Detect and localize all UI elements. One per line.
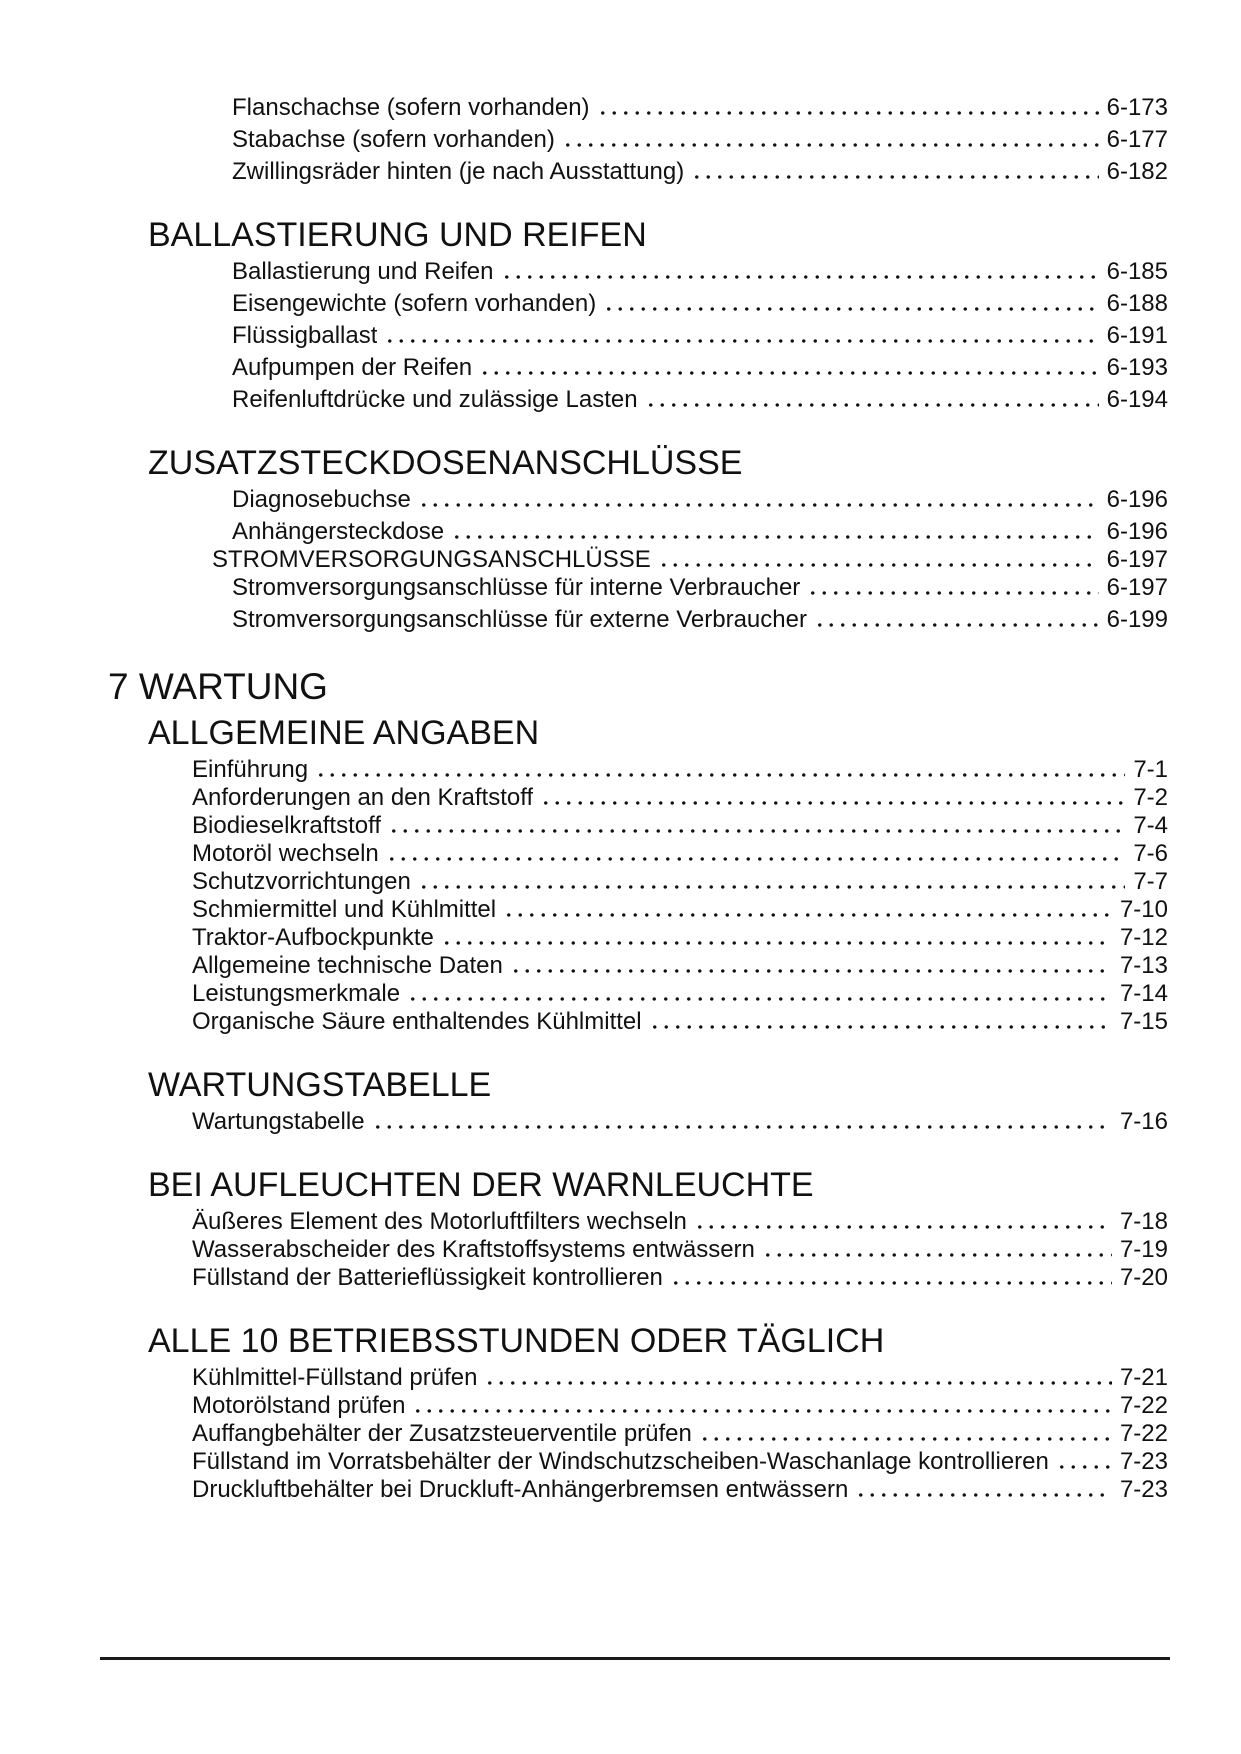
- dot-leader: [384, 339, 1098, 343]
- toc-entry-page: 7-1: [1133, 756, 1168, 783]
- toc-entry[interactable]: [0, 812, 1168, 840]
- toc-entry-page: 6-196: [1106, 486, 1168, 513]
- toc-entry-page: 6-182: [1106, 158, 1168, 185]
- toc-entry-label: Aufpumpen der Reifen: [232, 354, 473, 381]
- toc-entry[interactable]: [0, 574, 1168, 602]
- toc-entry-label: Motorölstand prüfen: [192, 1392, 406, 1419]
- chapter-heading: 7 WARTUNG: [108, 666, 328, 707]
- dot-leader: [814, 623, 1099, 627]
- toc-entry-page: 6-193: [1106, 354, 1168, 381]
- toc-entry[interactable]: [0, 94, 1168, 122]
- toc-entry-label: Füllstand der Batterieflüssigkeit kontrollieren: [192, 1264, 663, 1291]
- toc-content: [0, 94, 1241, 1504]
- toc-entry-label: Diagnosebuchse: [232, 486, 411, 513]
- toc-entry[interactable]: [0, 354, 1168, 382]
- toc-entry[interactable]: [0, 980, 1168, 1008]
- toc-entry-page: 7-15: [1119, 1008, 1168, 1035]
- toc-entry-label: Schmiermittel und Kühlmittel: [192, 896, 497, 923]
- section-heading: ALLGEMEINE ANGABEN: [148, 714, 540, 752]
- dot-leader: [510, 969, 1112, 973]
- dot-leader: [407, 997, 1112, 1001]
- toc-entry-page: 7-16: [1119, 1108, 1168, 1135]
- toc-entry-page: 7-23: [1119, 1476, 1168, 1503]
- dot-leader: [484, 1381, 1111, 1385]
- toc-entry-page: 7-13: [1119, 952, 1168, 979]
- toc-entry-label: Ballastierung und Reifen: [232, 258, 494, 285]
- toc-entry[interactable]: [0, 840, 1168, 868]
- toc-entry-label: Leistungsmerkmale: [192, 980, 401, 1007]
- toc-entry[interactable]: [0, 386, 1168, 414]
- toc-entry-page: 6-191: [1106, 322, 1168, 349]
- toc-entry-label: Wasserabscheider des Kraftstoffsystems entwässern: [192, 1236, 755, 1263]
- toc-entry-page: 7-22: [1119, 1420, 1168, 1447]
- section-heading: ALLE 10 BETRIEBSSTUNDEN ODER TÄGLICH: [148, 1322, 885, 1360]
- toc-entry[interactable]: [0, 158, 1168, 186]
- toc-entry-page: 6-199: [1106, 606, 1168, 633]
- dot-leader: [540, 801, 1125, 805]
- dot-leader: [658, 563, 1099, 567]
- toc-entry[interactable]: [0, 1392, 1168, 1420]
- toc-entry-page: 6-188: [1106, 290, 1168, 317]
- toc-entry-label: Traktor-Aufbockpunkte: [192, 924, 434, 951]
- toc-entry-page: 7-18: [1119, 1208, 1168, 1235]
- toc-entry-page: 7-14: [1119, 980, 1168, 1007]
- toc-entry-page: 7-4: [1133, 812, 1168, 839]
- toc-entry-label: Biodieselkraftstoff: [192, 812, 381, 839]
- toc-entry-page: 6-197: [1106, 546, 1168, 573]
- toc-entry[interactable]: [0, 546, 1168, 574]
- toc-entry-page: 6-173: [1106, 94, 1168, 121]
- dot-leader: [386, 857, 1126, 861]
- toc-entry-label: Allgemeine technische Daten: [192, 952, 503, 979]
- toc-entry-label: Äußeres Element des Motorluftfilters wechseln: [192, 1208, 687, 1235]
- toc-entry[interactable]: [0, 518, 1168, 546]
- toc-entry[interactable]: [0, 1448, 1168, 1476]
- toc-entry-page: 6-177: [1106, 126, 1168, 153]
- dot-leader: [372, 1125, 1112, 1129]
- toc-entry[interactable]: [0, 784, 1168, 812]
- toc-entry-label: Stromversorgungsanschlüsse für externe Verbraucher: [232, 606, 807, 633]
- toc-entry[interactable]: [0, 322, 1168, 350]
- dot-leader: [418, 885, 1126, 889]
- toc-entry-label: Flüssigballast: [232, 322, 378, 349]
- toc-entry[interactable]: [0, 924, 1168, 952]
- footer-rule: [100, 1657, 1170, 1660]
- toc-entry-page: 7-6: [1133, 840, 1168, 867]
- toc-entry[interactable]: [0, 1208, 1168, 1236]
- toc-entry-page: 7-19: [1119, 1236, 1168, 1263]
- toc-entry-page: 6-197: [1106, 574, 1168, 601]
- toc-entry[interactable]: [0, 606, 1168, 634]
- toc-entry-label: Einführung: [192, 756, 309, 783]
- toc-entry-label: Druckluftbehälter bei Druckluft-Anhängerbremsen entwässern: [192, 1476, 849, 1503]
- toc-entry-page: 7-10: [1119, 896, 1168, 923]
- toc-entry[interactable]: [0, 1476, 1168, 1504]
- toc-entry-page: 7-12: [1119, 924, 1168, 951]
- toc-entry-label: Organische Säure enthaltendes Kühlmittel: [192, 1008, 642, 1035]
- toc-entry-page: 7-22: [1119, 1392, 1168, 1419]
- toc-entry-page: 6-185: [1106, 258, 1168, 285]
- toc-entry-label: Anforderungen an den Kraftstoff: [192, 784, 534, 811]
- toc-entry-label: Motoröl wechseln: [192, 840, 379, 867]
- toc-entry[interactable]: [0, 258, 1168, 286]
- toc-entry[interactable]: [0, 1236, 1168, 1264]
- dot-leader: [501, 275, 1099, 279]
- toc-entry-label: Füllstand im Vorratsbehälter der Windschutzscheiben-Waschanlage kontrollieren: [192, 1448, 1049, 1475]
- dot-leader: [603, 307, 1098, 311]
- dot-leader: [388, 829, 1125, 833]
- toc-entry-label: Kühlmittel-Füllstand prüfen: [192, 1364, 478, 1391]
- dot-leader: [762, 1253, 1112, 1257]
- toc-entry[interactable]: [0, 868, 1168, 896]
- section-heading: ZUSATZSTECKDOSENANSCHLÜSSE: [148, 444, 743, 482]
- toc-entry-label: Wartungstabelle: [192, 1108, 365, 1135]
- dot-leader: [562, 143, 1099, 147]
- toc-entry-label: Stromversorgungsanschlüsse für interne Verbraucher: [232, 574, 801, 601]
- toc-entry[interactable]: [0, 896, 1168, 924]
- dot-leader: [412, 1409, 1111, 1413]
- dot-leader: [699, 1437, 1112, 1441]
- toc-entry[interactable]: [0, 1364, 1168, 1392]
- toc-entry-label: Auffangbehälter der Zusatzsteuerventile prüfen: [192, 1420, 692, 1447]
- toc-entry[interactable]: [0, 1108, 1168, 1136]
- toc-entry-page: 7-23: [1119, 1448, 1168, 1475]
- section-heading: BEI AUFLEUCHTEN DER WARNLEUCHTE: [148, 1166, 814, 1204]
- toc-entry[interactable]: [0, 756, 1168, 784]
- dot-leader: [807, 591, 1098, 595]
- toc-entry-label: Zwillingsräder hinten (je nach Ausstattung): [232, 158, 685, 185]
- dot-leader: [649, 1025, 1112, 1029]
- section-heading: WARTUNGSTABELLE: [148, 1066, 492, 1104]
- dot-leader: [855, 1493, 1112, 1497]
- toc-entry-page: 7-7: [1133, 868, 1168, 895]
- toc-entry[interactable]: [0, 1008, 1168, 1036]
- dot-leader: [503, 913, 1112, 917]
- toc-entry-page: 7-2: [1133, 784, 1168, 811]
- dot-leader: [441, 941, 1112, 945]
- dot-leader: [451, 535, 1098, 539]
- toc-entry-page: 7-20: [1119, 1264, 1168, 1291]
- toc-entry-label: Schutzvorrichtungen: [192, 868, 411, 895]
- toc-entry-label: Eisengewichte (sofern vorhanden): [232, 290, 597, 317]
- toc-entry-label: STROMVERSORGUNGSANSCHLÜSSE: [212, 546, 651, 573]
- dot-leader: [479, 371, 1098, 375]
- dot-leader: [694, 1225, 1112, 1229]
- toc-entry-label: Anhängersteckdose: [232, 518, 445, 545]
- dot-leader: [418, 503, 1099, 507]
- dot-leader: [1056, 1465, 1112, 1469]
- toc-entry[interactable]: [0, 126, 1168, 154]
- toc-entry[interactable]: [0, 1420, 1168, 1448]
- dot-leader: [597, 111, 1099, 115]
- toc-entry-label: Stabachse (sofern vorhanden): [232, 126, 555, 153]
- dot-leader: [691, 175, 1098, 179]
- toc-entry-label: Reifenluftdrücke und zulässige Lasten: [232, 386, 638, 413]
- toc-entry-page: 6-194: [1106, 386, 1168, 413]
- toc-entry[interactable]: [0, 952, 1168, 980]
- dot-leader: [315, 773, 1125, 777]
- toc-entry-page: 6-196: [1106, 518, 1168, 545]
- dot-leader: [645, 403, 1099, 407]
- toc-entry[interactable]: [0, 1264, 1168, 1292]
- section-heading: BALLASTIERUNG UND REIFEN: [148, 216, 647, 254]
- toc-entry-label: Flanschachse (sofern vorhanden): [232, 94, 590, 121]
- toc-entry[interactable]: [0, 486, 1168, 514]
- toc-entry-page: 7-21: [1119, 1364, 1168, 1391]
- toc-entry[interactable]: [0, 290, 1168, 318]
- dot-leader: [670, 1281, 1112, 1285]
